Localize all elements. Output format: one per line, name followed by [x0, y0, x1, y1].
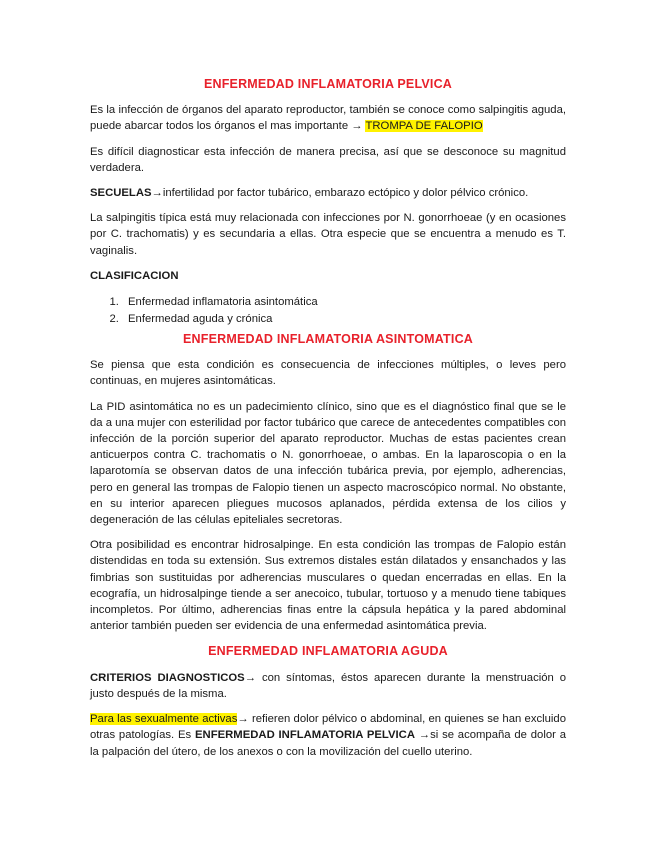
- paragraph-sexualmente-activas: [90, 711, 566, 760]
- heading-enfermedad-inflamatoria-aguda: ENFERMEDAD INFLAMATORIA AGUDA: [208, 644, 448, 659]
- label-criterios-diagnosticos: CRITERIOS DIAGNOSTICOS: [90, 671, 245, 684]
- list-item: 1. Enfermedad inflamatoria asintomática: [122, 294, 566, 311]
- heading-enfermedad-inflamatoria-asintomatica: ENFERMEDAD INFLAMATORIA ASINTOMATICA: [182, 332, 474, 347]
- highlight-sexualmente-activas: Para las sexualmente activas: [90, 713, 238, 726]
- sexualmente-activas-text: → refieren dolor pélvico o abdominal, en quienes se han excluido otras patologías. Es: [90, 713, 567, 742]
- paragraph-diagnostico: Es difícil diagnosticar esta infección de manera precisa, así que se desconoce su magnitud verdadera.: [90, 145, 566, 174]
- document-page: [90, 70, 566, 769]
- paragraph-criterios: [90, 670, 566, 702]
- heading-enfermedad-inflamatoria-pelvica: ENFERMEDAD INFLAMATORIA PELVICA: [203, 77, 453, 91]
- paragraph-definicion-text: Es la infección de órganos del aparato reproductor, también se conoce como salpingitis aguda, puede abarcar todos los órganos el mas importante →: [90, 104, 566, 133]
- label-secuelas: SECUELAS: [90, 187, 152, 200]
- secuelas-text: →infertilidad por factor tubárico, embarazo ectópico y dolor pélvico crónico.: [151, 187, 529, 200]
- paragraph-secuelas: [90, 185, 566, 201]
- paragraph-definicion: [90, 102, 566, 134]
- clasificacion-list: [90, 294, 566, 327]
- paragraph-pid-asintomatica: La PID asintomática no es un padecimiento clínico, sino que es el diagnóstico final que se le da a una mujer con esterilidad por factor tubárico que carece de antecedentes compatibles con infección de la porción superior del aparato reproductor. Muchas de estas pacientes crean anticuerpos contra C. trachomatis o N. gonorrhoeae, o ambas. En la laparoscopia o en la laparotomía se observan datos de una infección tubárica previa, por ejemplo, adherencias, pero en general las trompas de Falopio tienen un aspecto macroscópico normal. No obstante, en su interior aparecen pliegues mucosos aplanados, pérdida extensa de los cilios y degeneración de las células epiteliales secretoras.: [90, 400, 567, 527]
- paragraph-consecuencia: Se piensa que esta condición es consecuencia de infecciones múltiples, o leves pero continuas, en mujeres asintomáticas.: [90, 359, 566, 388]
- bold-enfermedad-inflamatoria-pelvica: ENFERMEDAD INFLAMATORIA PELVICA: [195, 729, 415, 742]
- paragraph-hidrosalpinge: Otra posibilidad es encontrar hidrosalpinge. En esta condición las trompas de Falopio están distendidas en toda su extensión. Sus extremos distales están dilatados y ensanchados y las fimbrias son sustituidas por adherencias musculares o quedan encerradas en ellas. En la ecografía, un hidrosalpinge tiende a ser anecoico, tubular, tortuoso y a menudo tiene tabiques incompletos. Por último, adherencias finas entre la cápsula hepática y la pared abdominal anterior también pueden ser evidencia de una enfermedad asintomática previa.: [90, 539, 566, 633]
- criterios-text: → con síntomas, éstos aparecen durante la menstruación o justo después de la misma.: [90, 671, 567, 700]
- sexualmente-activas-text-2: →si se acompaña de dolor a la palpación del útero, de los anexos o con la movilización del cuello uterino.: [90, 729, 566, 758]
- label-clasificacion: CLASIFICACION: [90, 269, 179, 282]
- list-item: 2. Enfermedad aguda y crónica: [122, 311, 566, 328]
- paragraph-salpingitis: La salpingitis típica está muy relacionada con infecciones por N. gonorrhoeae (y en ocasiones por C. trachomatis) y es secundaria a ellas. Otra especie que se encuentra a menudo es T. vaginalis.: [90, 212, 566, 257]
- highlight-trompa-de-falopio: TROMPA DE FALOPIO: [365, 120, 483, 133]
